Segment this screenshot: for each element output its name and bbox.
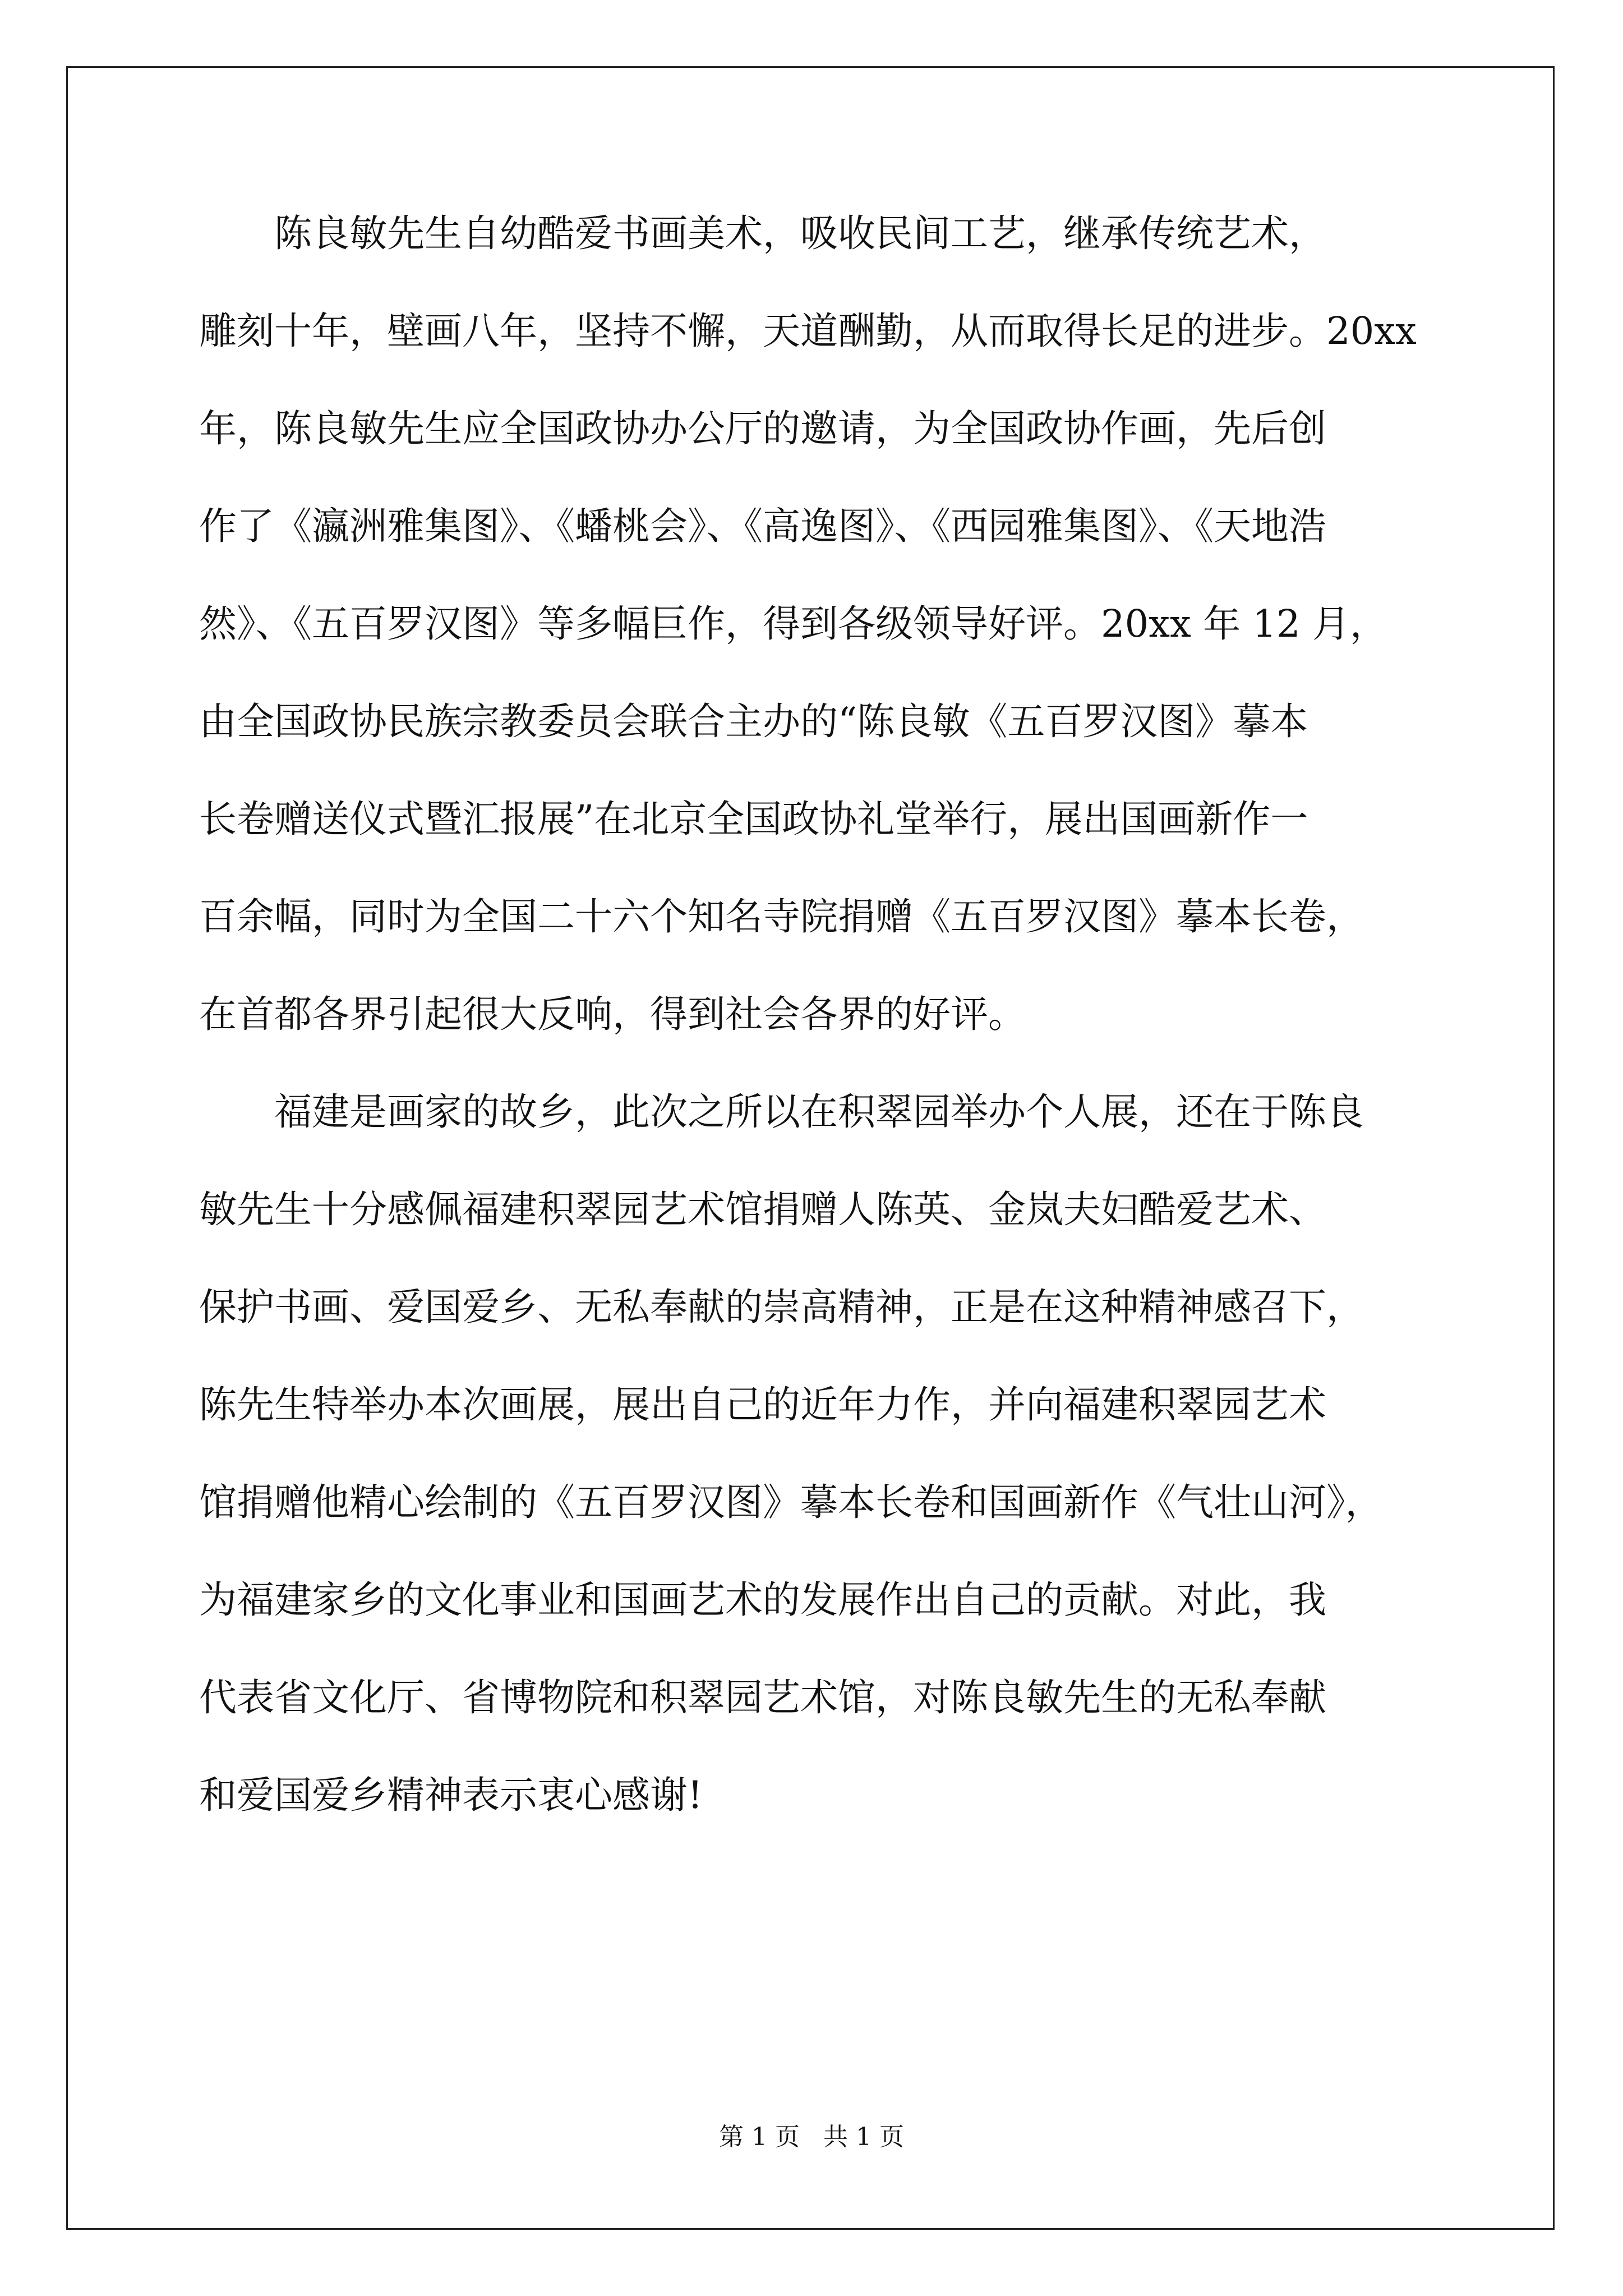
text-line: 作了《瀛洲雅集图》、《蟠桃会》、《高逸图》、《西园雅集图》、《天地浩 (199, 504, 1326, 548)
text-line: 保护书画、爱国爱乡、无私奉献的崇高精神，正是在这种精神感召下， (199, 1285, 1364, 1329)
text-line: 长卷赠送仪式暨汇报展”在北京全国政协礼堂举行，展出国画新作一 (199, 797, 1308, 841)
text-line: 由全国政协民族宗教委员会联合主办的“陈良敏《五百罗汉图》摹本 (199, 700, 1308, 743)
text-line: 年，陈良敏先生应全国政协办公厅的邀请，为全国政协作画，先后创 (199, 407, 1326, 450)
text-line: 福建是画家的故乡，此次之所以在积翠园举办个人展，还在于陈良 (199, 1090, 1364, 1134)
text-line: 敏先生十分感佩福建积翠园艺术馆捐赠人陈英、金岚夫妇酷爱艺术、 (199, 1188, 1326, 1231)
text-line: 陈良敏先生自幼酷爱书画美术，吸收民间工艺，继承传统艺术， (199, 211, 1326, 255)
text-line: 馆捐赠他精心绘制的《五百罗汉图》摹本长卷和国画新作《气壮山河》， (199, 1480, 1383, 1524)
page-border (66, 66, 1555, 2230)
page-footer: 第 1 页 共 1 页 (719, 2123, 904, 2151)
text-line: 代表省文化厅、省博物院和积翠园艺术馆，对陈良敏先生的无私奉献 (199, 1676, 1326, 1719)
text-line: 然》、《五百罗汉图》等多幅巨作，得到各级领导好评。20xx 年 12 月， (199, 602, 1387, 646)
text-line: 为福建家乡的文化事业和国画艺术的发展作出自己的贡献。对此，我 (199, 1578, 1326, 1622)
text-line: 百余幅，同时为全国二十六个知名寺院捐赠《五百罗汉图》摹本长卷， (199, 895, 1364, 938)
text-line: 陈先生特举办本次画展，展出自己的近年力作，并向福建积翠园艺术 (199, 1383, 1326, 1427)
text-line: 和爱国爱乡精神表示衷心感谢! (199, 1773, 703, 1817)
text-line: 雕刻十年，壁画八年，坚持不懈，天道酬勤，从而取得长足的进步。20xx (199, 309, 1417, 353)
text-line: 在首都各界引起很大反响，得到社会各界的好评。 (199, 992, 1026, 1036)
